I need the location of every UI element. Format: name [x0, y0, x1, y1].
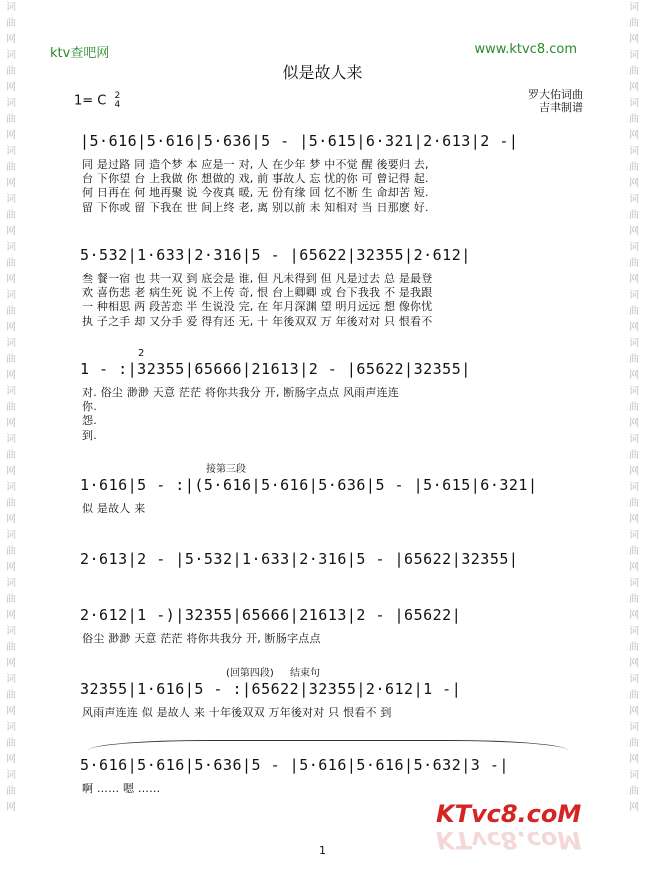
time-signature: [115, 92, 121, 110]
notation-line: 2·613|2 - |5·532|1·633|2·316|5 - |65622|32355|: [80, 550, 519, 568]
lyric-line: 执 子之手 却 又分手 爱 得有还 无, 十 年後双双 万 年後对对 只 恨看不: [82, 314, 433, 328]
arranger-credit: 吉聿制谱: [539, 101, 583, 114]
lyric-line: 风雨声连连 似 是故人 来 十年後双双 万年後对对 只 恨看不 到: [82, 706, 392, 719]
lyric-line: 何 日再在 何 地再聚 说 今夜真 暖, 无 份有缘 回 忆不断 生 命却苦 短.: [82, 186, 429, 200]
ending-note: 结束句: [290, 668, 320, 679]
lyric-line: 似 是故人 来: [82, 502, 146, 515]
right-watermark: 词 曲 网 词 曲 网 词 曲 网 词 曲 网 词 曲 网 词 曲 网 词 曲 网 词 曲 网 词 曲 网 词 曲 网 词 曲 网 词 曲 网 词 曲 网 词 曲 网 词 曲 网 词 曲 网 词 曲 网: [629, 2, 639, 813]
lyric-line: 怨.: [82, 414, 97, 428]
time-bottom: 4: [114, 100, 121, 110]
lyric-line: 啊 …… 嗯 ……: [82, 782, 161, 795]
lyric-line: 叁 餐一宿 也 共一双 到 底会是 谁, 但 凡未得到 但 凡是过去 总 是最登: [82, 272, 433, 285]
lyric-line: 留 下你或 留 下我在 世 间上终 老, 离 别以前 未 知相对 当 日那麽 好.: [82, 200, 429, 214]
notation-line: 32355|1·616|5 - :|65622|32355|2·612|1 -|: [80, 680, 462, 698]
lyric-line: 一 种相思 两 段苦恋 半 生说没 完, 在 年月深渊 望 明月远远 想 像你忧: [82, 300, 433, 314]
site-name-left: ktv查吧网: [50, 46, 110, 61]
notation-line: 2·612|1 -)|32355|65666|21613|2 - |65622|: [80, 606, 462, 624]
notation-line: 1 - :|32355|65666|21613|2 - |65622|32355|: [80, 360, 471, 378]
song-title: 似是故人来: [282, 63, 363, 82]
section-note: (回第四段): [226, 668, 274, 679]
lyric-line: 台 下你望 台 上我做 你 想做的 戏, 前 事故人 忘 忧的你 可 曾记得 起.: [82, 172, 429, 186]
site-logo: KTvc8.coM: [436, 800, 582, 828]
notation-line: 1·616|5 - :|(5·616|5·616|5·636|5 - |5·615|6·321|: [80, 476, 538, 494]
key-signature: [74, 92, 120, 110]
lyric-line: 俗尘 渺渺 天意 茫茫 将你共我分 开, 断肠字点点: [82, 632, 321, 645]
volta-marker: 2: [138, 348, 145, 359]
time-top: 2: [114, 91, 121, 101]
lyric-line: 你.: [82, 400, 97, 414]
lyric-line: 对. 俗尘 渺渺 天意 茫茫 将你共我分 开, 断肠字点点 风雨声连连: [82, 386, 399, 399]
section-note: 接第三段: [206, 464, 246, 475]
notation-line: 5·532|1·633|2·316|5 - |65622|32355|2·612|: [80, 246, 471, 264]
page-number: 1: [319, 844, 326, 857]
site-url-right: www.ktvc8.com: [474, 42, 577, 57]
lyric-line: 欢 喜伤悲 老 病生死 说 不上传 奇, 恨 台上卿卿 或 台下我我 不 是我跟: [82, 286, 433, 300]
lyric-line: 同 是过路 同 造个梦 本 应是一 对, 人 在少年 梦 中不觉 醒 後要归 去,: [82, 158, 429, 171]
notation-line: 5·616|5·616|5·636|5 - |5·616|5·616|5·632|3 -|: [80, 756, 509, 774]
lyric-line: 到.: [82, 428, 97, 442]
key-label: 1= C: [74, 93, 107, 109]
lyricist-credit: 罗大佑词曲: [528, 88, 583, 101]
notation-line: |5·616|5·616|5·636|5 - |5·615|6·321|2·613|2 -|: [80, 132, 519, 150]
left-watermark: 词 曲 网 词 曲 网 词 曲 网 词 曲 网 词 曲 网 词 曲 网 词 曲 网 词 曲 网 词 曲 网 词 曲 网 词 曲 网 词 曲 网 词 曲 网 词 曲 网 词 曲 网 词 曲 网 词 曲 网: [6, 2, 16, 813]
site-logo-reflection: KTvc8.coM: [436, 826, 582, 854]
